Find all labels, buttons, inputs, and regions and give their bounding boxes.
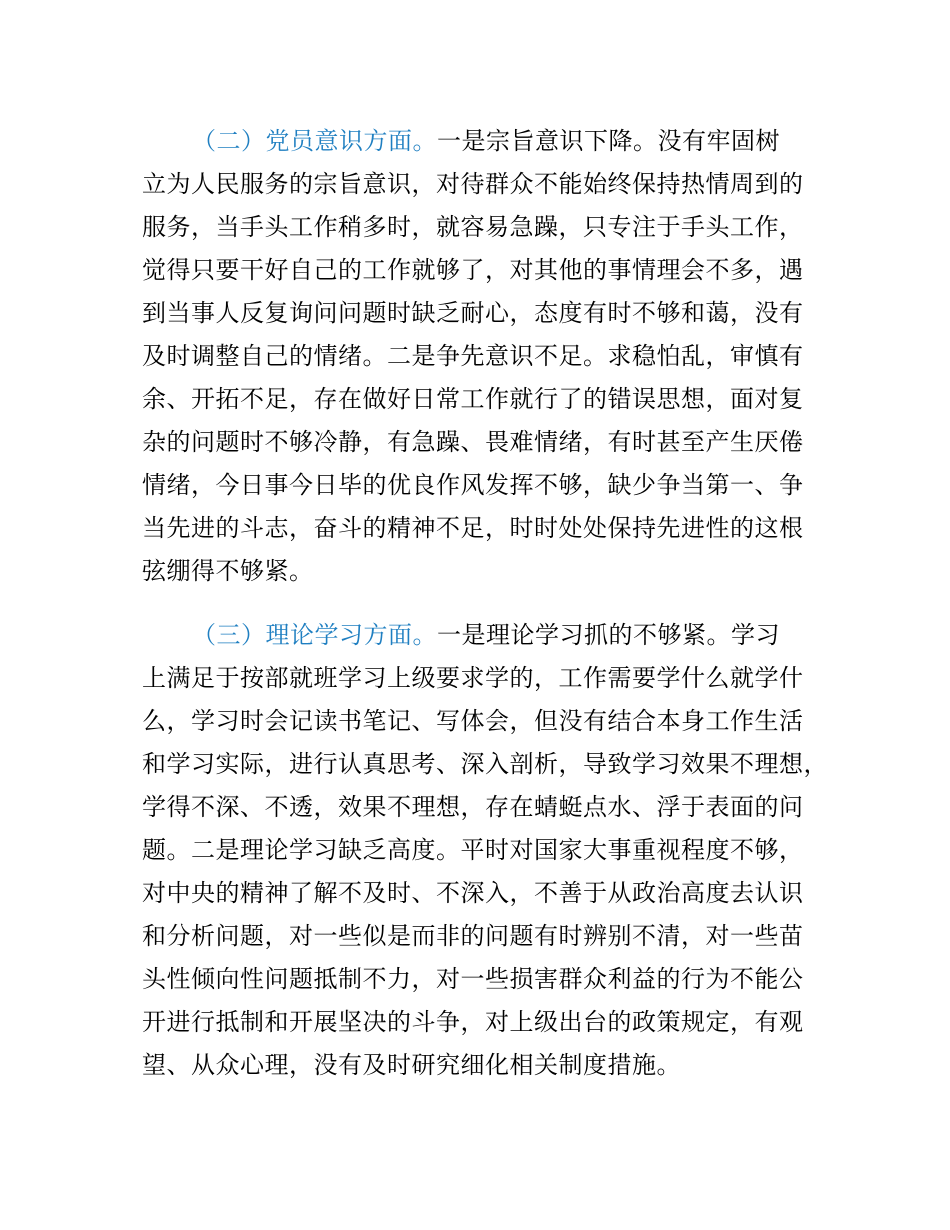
section3-line-2: 上满足于按部就班学习上级要求学的，工作需要学什么就学什: [142, 664, 804, 692]
section2-heading: （二）党员意识方面。: [192, 127, 437, 155]
section2-line-2: 立为人民服务的宗旨意识，对待群众不能始终保持热情周到的: [142, 170, 804, 198]
section3-line-5: 学得不深、不透，效果不理想，存在蜻蜓点水、浮于表面的问: [142, 793, 804, 821]
section3-text: 一是理论学习抓的不够紧。学习: [437, 621, 780, 649]
section2-line-3: 服务，当手头工作稍多时，就容易急躁，只专注于手头工作，: [142, 213, 804, 241]
section2-line-6: 及时调整自己的情绪。二是争先意识不足。求稳怕乱，审慎有: [142, 342, 804, 370]
section3-line-1: [192, 613, 780, 657]
section3-line-10: 开进行抵制和开展坚决的斗争，对上级出台的政策规定，有观: [142, 1008, 804, 1036]
section3-line-3: 么，学习时会记读书笔记、写体会，但没有结合本身工作生活: [142, 707, 804, 735]
section3-heading: （三）理论学习方面。: [192, 621, 437, 649]
section2-line-11: 弦绷得不够紧。: [142, 557, 314, 585]
section3-line-4: 和学习实际，进行认真思考、深入剖析，导致学习效果不理想，: [142, 750, 828, 778]
section3-line-11: 望、从众心理，没有及时研究细化相关制度措施。: [142, 1051, 681, 1079]
section2-line-1: [192, 119, 780, 163]
section2-text: 一是宗旨意识下降。没有牢固树: [437, 127, 780, 155]
section2-line-9: 情绪，今日事今日毕的优良作风发挥不够，缺少争当第一、争: [142, 471, 804, 499]
section2-line-4: 觉得只要干好自己的工作就够了，对其他的事情理会不多，遇: [142, 256, 804, 284]
section2-line-5: 到当事人反复询问问题时缺乏耐心，态度有时不够和蔼，没有: [142, 299, 804, 327]
section2-line-8: 杂的问题时不够冷静，有急躁、畏难情绪，有时甚至产生厌倦: [142, 428, 804, 456]
section2-line-10: 当先进的斗志，奋斗的精神不足，时时处处保持先进性的这根: [142, 514, 804, 542]
section2-line-7: 余、开拓不足，存在做好日常工作就行了的错误思想，面对复: [142, 385, 804, 413]
section3-line-7: 对中央的精神了解不及时、不深入，不善于从政治高度去认识: [142, 879, 804, 907]
section3-line-6: 题。二是理论学习缺乏高度。平时对国家大事重视程度不够，: [142, 836, 804, 864]
section3-line-8: 和分析问题，对一些似是而非的问题有时辨别不清，对一些苗: [142, 922, 804, 950]
section3-line-9: 头性倾向性问题抵制不力，对一些损害群众利益的行为不能公: [142, 965, 804, 993]
